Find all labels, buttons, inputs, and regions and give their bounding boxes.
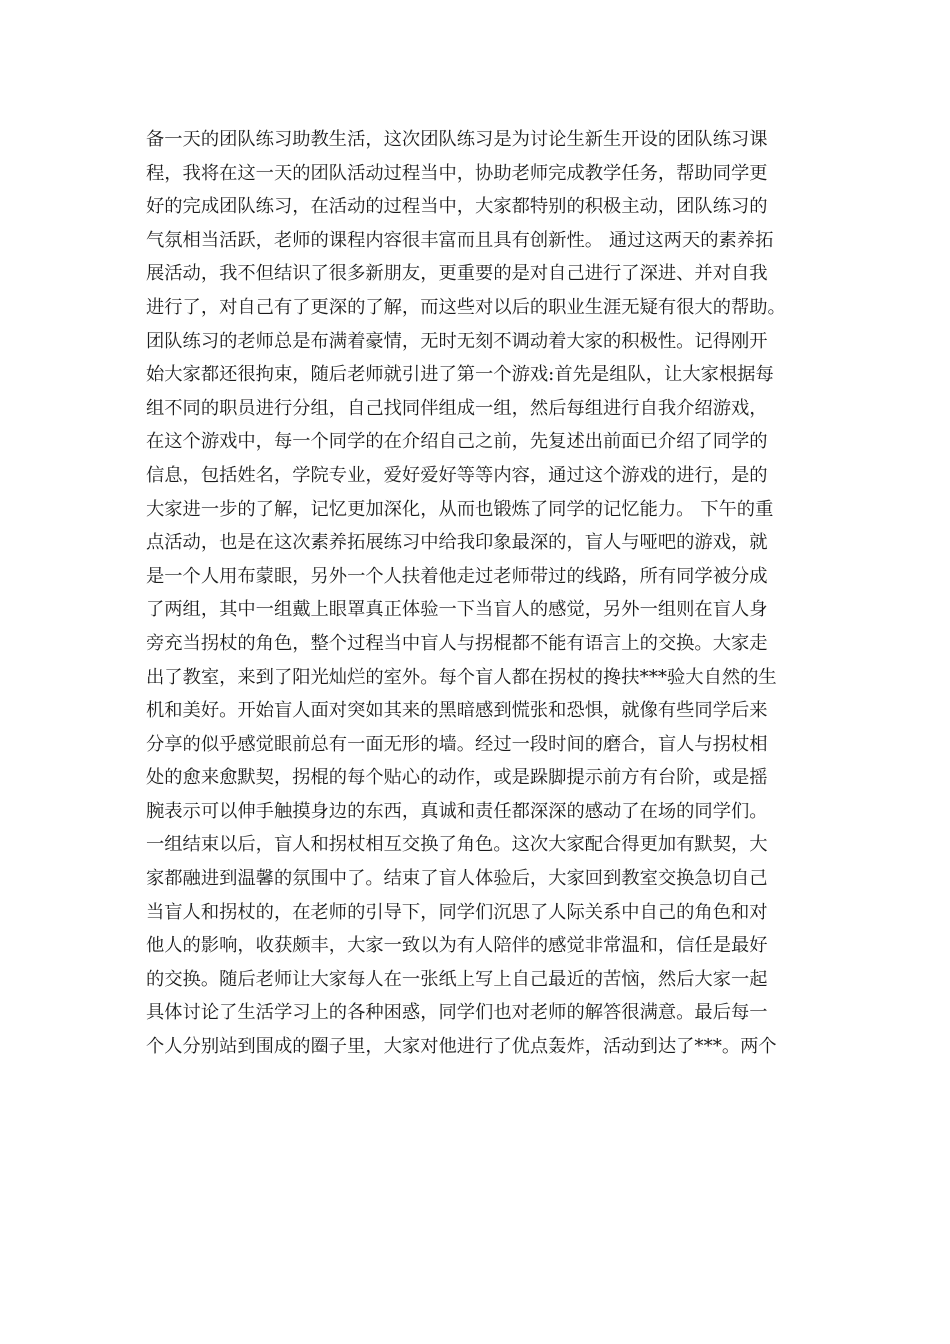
text-line: 始大家都还很拘束，随后老师就引进了第一个游戏:首先是组队，让大家根据每 <box>146 364 774 386</box>
text-line: 了两组，其中一组戴上眼罩真正体验一下当盲人的感觉，另外一组则在盲人身 <box>146 599 768 621</box>
text-line: 备一天的团队练习助教生活，这次团队练习是为讨论生新生开设的团队练习课 <box>146 129 768 150</box>
text-line: 好的完成团队练习，在活动的过程当中，大家都特别的积极主动，团队练习的 <box>146 196 768 218</box>
text-line: 他人的影响，收获颇丰，大家一致以为有人陪伴的感觉非常温和，信任是最好 <box>146 935 768 957</box>
text-line: 具体讨论了生活学习上的各种困惑，同学们也对老师的解答很满意。最后每一 <box>146 1002 768 1024</box>
text-line: 组不同的职员进行分组，自己找同伴组成一组，然后每组进行自我介绍游戏， <box>146 397 768 419</box>
text-line: 当盲人和拐杖的，在老师的引导下，同学们沉思了人际关系中自己的角色和对 <box>146 901 768 923</box>
text-line: 旁充当拐杖的角色，整个过程当中盲人与拐棍都不能有语言上的交换。大家走 <box>146 632 768 654</box>
text-line: 腕表示可以伸手触摸身边的东西，真诚和责任都深深的感动了在场的同学们。 <box>146 800 768 822</box>
text-line: 是一个人用布蒙眼，另外一个人扶着他走过老师带过的线路，所有同学被分成 <box>146 565 768 587</box>
text-line: 程，我将在这一天的团队活动过程当中，协助老师完成教学任务，帮助同学更 <box>146 162 768 184</box>
text-line: 出了教室，来到了阳光灿烂的室外。每个盲人都在拐杖的搀扶***验大自然的生 <box>146 666 777 688</box>
text-line: 的交换。随后老师让大家每人在一张纸上写上自己最近的苦恼，然后大家一起 <box>146 968 768 990</box>
text-line: 分享的似乎感觉眼前总有一面无形的墙。经过一段时间的磨合，盲人与拐杖相 <box>146 733 768 755</box>
text-line: 家都融进到温馨的氛围中了。结束了盲人体验后，大家回到教室交换急切自己 <box>146 868 768 890</box>
text-line: 气氛相当活跃，老师的课程内容很丰富而且具有创新性。 通过这两天的素养拓 <box>146 229 774 251</box>
text-line: 信息，包括姓名，学院专业，爱好爱好等等内容，通过这个游戏的进行，是的 <box>146 464 768 486</box>
text-line: 个人分别站到围成的圈子里，大家对他进行了优点轰炸，活动到达了***。两个 <box>146 1036 777 1058</box>
text-line: 点活动，也是在这次素养拓展练习中给我印象最深的，盲人与哑吧的游戏，就 <box>146 532 768 554</box>
text-line: 团队练习的老师总是布满着豪情，无时无刻不调动着大家的积极性。记得刚开 <box>146 330 768 352</box>
text-line: 进行了，对自己有了更深的了解，而这些对以后的职业生涯无疑有很大的帮助。 <box>146 296 786 318</box>
text-line: 机和美好。开始盲人面对突如其来的黑暗感到慌张和恐惧，就像有些同学后来 <box>146 700 768 722</box>
text-line: 处的愈来愈默契，拐棍的每个贴心的动作，或是跺脚提示前方有台阶，或是摇 <box>146 767 768 789</box>
text-line: 一组结束以后，盲人和拐杖相互交换了角色。这次大家配合得更加有默契，大 <box>146 834 768 856</box>
text-line: 大家进一步的了解，记忆更加深化，从而也锻炼了同学的记忆能力。 下午的重 <box>146 498 774 520</box>
text-line: 在这个游戏中，每一个同学的在介绍自己之前，先复述出前面已介绍了同学的 <box>146 431 768 453</box>
text-line: 展活动，我不但结识了很多新朋友，更重要的是对自己进行了深进、并对自我 <box>146 263 768 285</box>
body-text <box>146 123 808 1064</box>
